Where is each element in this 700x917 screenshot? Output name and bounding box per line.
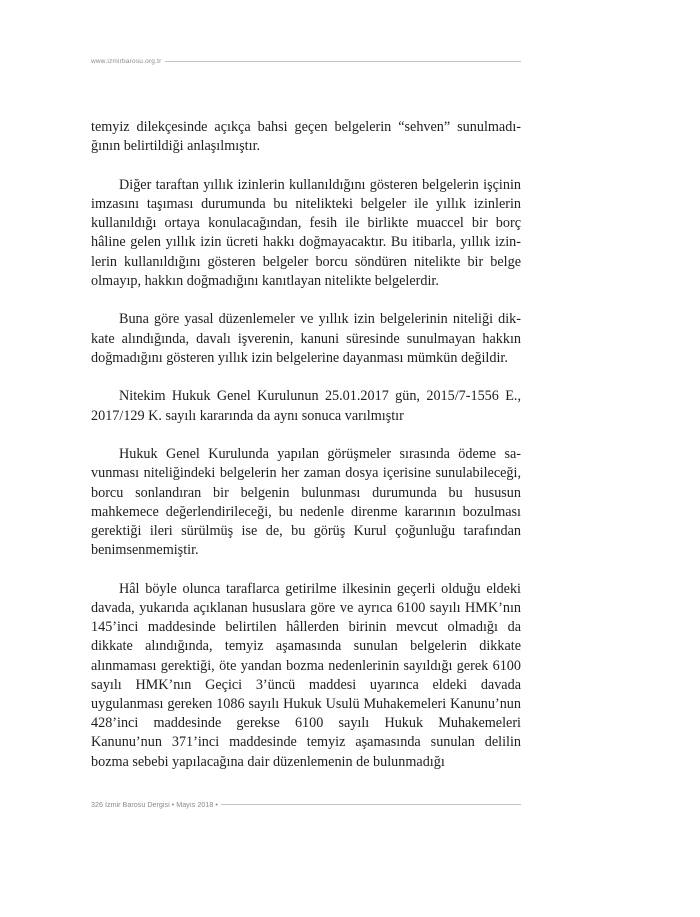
- page-footer: [91, 798, 521, 810]
- paragraph: Nitekim Hukuk Genel Kurulunun 25.01.2017 gün, 2015/7-1556 E., 2017/129 K. sayılı kararında da aynı sonuca varılmıştır: [91, 388, 521, 424]
- paragraph: Diğer taraftan yıllık izinlerin kullanıldığını gösteren belgelerin işçinin imzasını taşıması durumunda bu nitelikteki belgeler ile yıllık izinlerin kullanıldığı ortaya konulacağından, fesih ile birlikte muaccel bir borç hâline gelen yıllık izin ücreti hakkı doğmayacaktır. Bu itibarla, yıllık izinlerin kullanıldığını gösteren belgeler borcu söndüren nitelikte bir belge olmayıp, hakkın doğmadığını kanıtlayan nitelikte belgelerdir.: [91, 176, 521, 289]
- page-header: [91, 55, 521, 67]
- paragraph-continuation: temyiz dilekçesinde açıkça bahsi geçen belgelerin “sehven” sunulmadığının belirtildiği anlaşılmıştır.: [91, 119, 521, 155]
- header-rule: [165, 61, 522, 62]
- body-text: [91, 118, 521, 791]
- footer-page-info: 326 İzmir Barosu Dergisi • Mayıs 2018 •: [91, 799, 218, 809]
- header-url: www.izmirbarosu.org.tr: [91, 57, 162, 65]
- paragraph: Hukuk Genel Kurulunda yapılan görüşmeler sırasında ödeme savunması niteliğindeki belgelerin her zaman dosya içerisine sunulabileceği, borcu sonlandıran bir belgenin bulunması durumunda bu hususun mahkemece değerlendirileceği, bu nedenle direnme kararının bozulması gerektiği ileri sürülmüş ise de, bu görüş Kurul çoğunluğu tarafından benimsenmemiştir.: [91, 446, 521, 559]
- paragraph: Hâl böyle olunca taraflarca getirilme ilkesinin geçerli olduğu eldeki davada, yukarıda açıklanan hususlara göre ve ayrıca 6100 sayılı HMK’nın 145’inci maddesinde belirtilen hâllerden birinin mevcut olmadığı da dikkate alındığında, temyiz aşamasında sunulan belgelerin dikkate alınmaması gerektiği, öte yandan bozma nedenlerinin sayıldığı gerek 6100 sayılı HMK’nın Geçici 3’üncü maddesi uyarınca eldeki davada uygulanması gereken 1086 sayılı Hukuk Usulü Muhakemeleri Kanunu’nun 428’inci maddesinde gerekse 6100 sayılı Hukuk Muhakemeleri Kanunu’nun 371’inci maddesinde temyiz aşamasında sunulan delilin bozma sebebi yapılacağına dair düzenlemenin de bulunmadığı: [91, 580, 521, 770]
- paragraph: Buna göre yasal düzenlemeler ve yıllık izin belgelerinin niteliği dikkate alındığında, davalı işverenin, kanuni süresinde sunulmayan hakkın doğmadığını gösteren yıllık izin belgelerine dayanması mümkün değildir.: [91, 311, 521, 366]
- footer-rule: [221, 804, 521, 805]
